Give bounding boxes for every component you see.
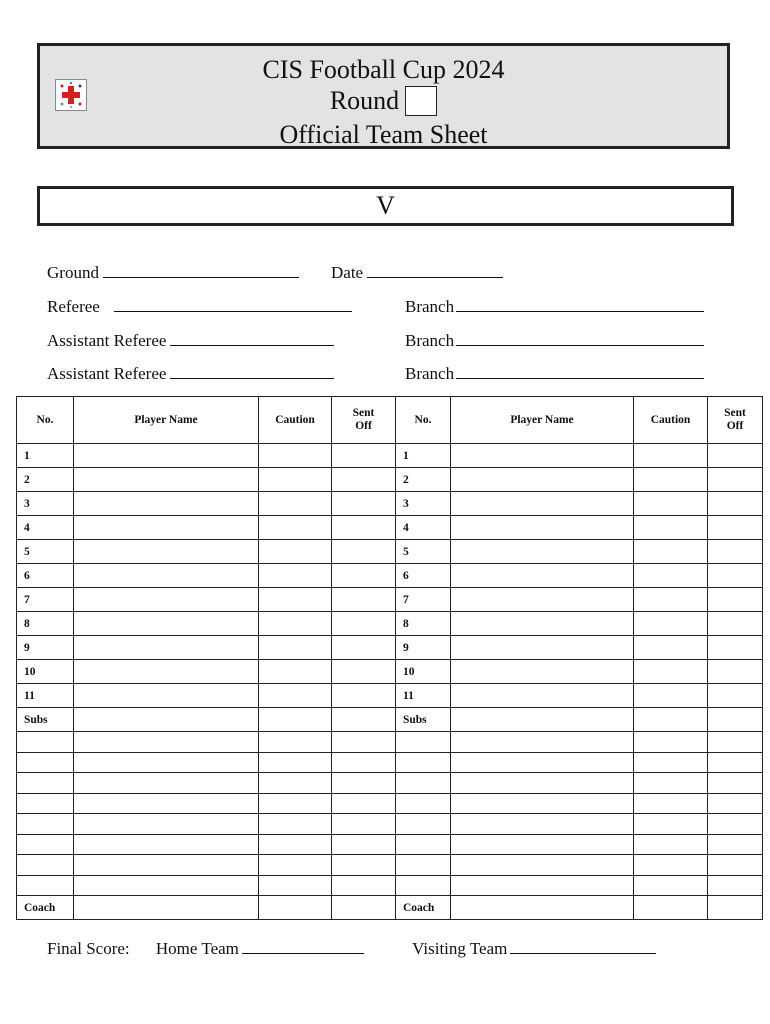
player-name-cell[interactable] [74,834,259,855]
table-row [17,468,763,492]
player-number: 6 [17,564,74,588]
player-name-cell[interactable] [74,732,259,753]
sub-number-cell [396,855,451,876]
versus-label: V [376,191,395,220]
player-number: 3 [17,492,74,516]
sent-off-cell[interactable] [332,793,396,814]
visiting-score-field[interactable] [510,940,656,954]
player-name-cell[interactable] [74,855,259,876]
sent-off-cell[interactable] [708,588,763,612]
sent-off-cell[interactable] [332,834,396,855]
caution-cell[interactable] [634,684,708,708]
sent-off-cell[interactable] [708,516,763,540]
sent-off-cell[interactable] [708,896,763,920]
referee-field[interactable] [47,297,352,317]
player-name-cell[interactable] [451,564,634,588]
player-name-cell[interactable] [74,875,259,896]
branch-label: Branch [405,297,455,316]
assistant-referee-field-1[interactable] [47,331,334,351]
caution-cell[interactable] [634,855,708,876]
ground-label: Ground [47,263,99,282]
sent-off-cell[interactable] [332,773,396,794]
table-row [17,814,763,835]
sub-number-cell [396,814,451,835]
caution-cell[interactable] [634,834,708,855]
player-number: 3 [396,492,451,516]
table-row [17,492,763,516]
header-sent-off: Sent Off [332,397,396,444]
header-caution: Caution [634,397,708,444]
caution-cell[interactable] [259,773,332,794]
sub-number-cell [396,752,451,773]
player-name-cell[interactable] [74,444,259,468]
sent-off-cell[interactable] [332,564,396,588]
player-name-cell[interactable] [74,684,259,708]
sub-number-cell [17,752,74,773]
caution-cell[interactable] [259,444,332,468]
player-name-cell[interactable] [451,732,634,753]
sent-off-cell[interactable] [708,814,763,835]
sub-number-cell [17,732,74,753]
caution-cell[interactable] [259,564,332,588]
header-no: No. [396,397,451,444]
sent-off-cell[interactable] [332,612,396,636]
sent-off-cell[interactable] [332,444,396,468]
player-name-cell[interactable] [451,468,634,492]
caution-cell[interactable] [259,793,332,814]
table-row [17,636,763,660]
player-name-cell[interactable] [74,814,259,835]
table-row [17,516,763,540]
round-label: Round [329,86,400,115]
player-name-cell[interactable] [451,875,634,896]
branch-field-2[interactable] [405,331,704,351]
table-row [17,896,763,920]
player-number: 7 [396,588,451,612]
caution-cell[interactable] [634,636,708,660]
player-name-cell[interactable] [74,752,259,773]
player-name-cell[interactable] [451,444,634,468]
teams-versus-box[interactable] [37,186,734,226]
final-score-row [47,939,656,959]
sent-off-cell[interactable] [332,636,396,660]
sub-number-cell [17,773,74,794]
caution-cell[interactable] [634,444,708,468]
home-team-label: Home Team [155,939,239,958]
sent-off-cell[interactable] [332,660,396,684]
player-name-cell[interactable] [74,773,259,794]
table-row [17,732,763,753]
player-number: 1 [17,444,74,468]
player-name-cell[interactable] [451,612,634,636]
sent-off-cell[interactable] [332,875,396,896]
sent-off-cell[interactable] [708,492,763,516]
player-number: 4 [17,516,74,540]
caution-cell[interactable] [634,516,708,540]
player-name-cell[interactable] [74,588,259,612]
player-name-cell[interactable] [74,612,259,636]
player-name-cell[interactable] [451,660,634,684]
player-number: 5 [17,540,74,564]
table-row [17,793,763,814]
player-number: 10 [17,660,74,684]
visiting-team-label: Visiting Team [412,939,508,958]
player-name-cell[interactable] [451,896,634,920]
caution-cell[interactable] [634,468,708,492]
sent-off-cell[interactable] [332,896,396,920]
caution-cell[interactable] [259,588,332,612]
caution-cell[interactable] [634,660,708,684]
sent-off-cell[interactable] [332,588,396,612]
caution-cell[interactable] [259,516,332,540]
player-name-cell[interactable] [74,492,259,516]
subs-label: Subs [396,708,451,732]
caution-cell[interactable] [634,708,708,732]
player-number: 6 [396,564,451,588]
sent-off-cell[interactable] [708,793,763,814]
sent-off-cell[interactable] [708,773,763,794]
player-name-cell[interactable] [451,492,634,516]
sub-number-cell [17,875,74,896]
sent-off-cell[interactable] [332,540,396,564]
sent-off-cell[interactable] [708,834,763,855]
player-number: 8 [396,612,451,636]
sub-number-cell [396,773,451,794]
caution-cell[interactable] [259,660,332,684]
caution-cell[interactable] [634,564,708,588]
sub-number-cell [396,732,451,753]
sent-off-cell[interactable] [332,855,396,876]
coach-label: Coach [17,896,74,920]
sub-number-cell [17,834,74,855]
branch-field-1[interactable] [405,297,704,317]
caution-cell[interactable] [259,875,332,896]
branch-field-3[interactable] [405,364,704,384]
caution-cell[interactable] [634,732,708,753]
player-number: 8 [17,612,74,636]
caution-cell[interactable] [259,492,332,516]
sent-off-cell[interactable] [708,468,763,492]
header-sent-off: Sent Off [708,397,763,444]
round-row [40,84,727,118]
sent-off-cell[interactable] [332,468,396,492]
coach-label: Coach [396,896,451,920]
player-number: 11 [396,684,451,708]
caution-cell[interactable] [634,793,708,814]
sent-off-cell[interactable] [708,855,763,876]
player-name-cell[interactable] [451,516,634,540]
header-player-name: Player Name [451,397,634,444]
player-name-cell[interactable] [451,636,634,660]
sent-off-cell[interactable] [332,708,396,732]
header-player-name: Player Name [74,397,259,444]
player-number: 2 [17,468,74,492]
player-name-cell[interactable] [74,896,259,920]
player-name-cell[interactable] [74,516,259,540]
sent-off-cell[interactable] [708,660,763,684]
assistant-referee-label: Assistant Referee [47,331,167,350]
caution-cell[interactable] [259,752,332,773]
caution-cell[interactable] [259,855,332,876]
player-name-cell[interactable] [451,708,634,732]
sub-number-cell [396,793,451,814]
sub-number-cell [396,834,451,855]
caution-cell[interactable] [259,612,332,636]
sent-off-cell[interactable] [708,708,763,732]
player-name-cell[interactable] [74,636,259,660]
player-name-cell[interactable] [451,834,634,855]
table-row [17,444,763,468]
subs-label: Subs [17,708,74,732]
assistant-referee-field-2[interactable] [47,364,334,384]
sent-off-cell[interactable] [708,875,763,896]
sent-off-cell[interactable] [332,492,396,516]
round-input-box[interactable] [405,86,437,116]
sent-off-cell[interactable] [332,814,396,835]
player-number: 9 [396,636,451,660]
table-row [17,773,763,794]
sent-off-cell[interactable] [708,612,763,636]
table-row [17,834,763,855]
branch-label: Branch [405,364,455,383]
caution-cell[interactable] [634,875,708,896]
player-name-cell[interactable] [451,793,634,814]
sent-off-cell[interactable] [332,732,396,753]
sub-number-cell [396,875,451,896]
table-header-row [17,397,763,444]
competition-title: CIS Football Cup 2024 [262,55,505,84]
sent-off-cell[interactable] [708,752,763,773]
player-name-cell[interactable] [451,773,634,794]
final-score-label: Final Score: [47,939,130,958]
player-number: 5 [396,540,451,564]
header-caution: Caution [259,397,332,444]
table-row [17,684,763,708]
caution-cell[interactable] [634,752,708,773]
sent-off-cell[interactable] [708,732,763,753]
player-name-cell[interactable] [451,855,634,876]
caution-cell[interactable] [259,896,332,920]
table-row [17,588,763,612]
sub-number-cell [17,814,74,835]
sent-off-cell[interactable] [708,564,763,588]
sent-off-cell[interactable] [708,684,763,708]
sent-off-cell[interactable] [332,516,396,540]
caution-cell[interactable] [634,814,708,835]
caution-cell[interactable] [259,708,332,732]
sent-off-cell[interactable] [332,684,396,708]
sent-off-cell[interactable] [708,540,763,564]
caution-cell[interactable] [634,540,708,564]
home-score-field[interactable] [242,940,364,954]
caution-cell[interactable] [259,540,332,564]
player-name-cell[interactable] [451,588,634,612]
assistant-referee-label: Assistant Referee [47,364,167,383]
table-row [17,612,763,636]
player-name-cell[interactable] [74,793,259,814]
table-row [17,752,763,773]
caution-cell[interactable] [259,636,332,660]
player-name-cell[interactable] [74,540,259,564]
date-field[interactable] [331,263,503,283]
table-row [17,540,763,564]
player-name-cell[interactable] [74,660,259,684]
caution-cell[interactable] [259,834,332,855]
caution-cell[interactable] [634,773,708,794]
sent-off-cell[interactable] [708,636,763,660]
player-number: 1 [396,444,451,468]
caution-cell[interactable] [634,588,708,612]
referee-label: Referee [47,297,100,316]
caution-cell[interactable] [634,492,708,516]
caution-cell[interactable] [259,468,332,492]
sent-off-cell[interactable] [708,444,763,468]
caution-cell[interactable] [259,684,332,708]
ground-field[interactable] [47,263,299,283]
player-name-cell[interactable] [74,708,259,732]
date-label: Date [331,263,364,282]
header-box [37,43,730,149]
player-number: 9 [17,636,74,660]
table-row [17,875,763,896]
caution-cell[interactable] [634,896,708,920]
caution-cell[interactable] [634,612,708,636]
player-name-cell[interactable] [74,564,259,588]
player-number: 10 [396,660,451,684]
player-name-cell[interactable] [451,540,634,564]
header-no: No. [17,397,74,444]
team-sheet-table [16,396,763,920]
table-row [17,708,763,732]
sent-off-cell[interactable] [332,752,396,773]
caution-cell[interactable] [259,732,332,753]
player-number: 7 [17,588,74,612]
player-name-cell[interactable] [451,752,634,773]
player-name-cell[interactable] [451,814,634,835]
table-row [17,660,763,684]
player-number: 4 [396,516,451,540]
sheet-subtitle: Official Team Sheet [279,120,488,149]
table-row [17,564,763,588]
player-name-cell[interactable] [74,468,259,492]
branch-label: Branch [405,331,455,350]
player-name-cell[interactable] [451,684,634,708]
caution-cell[interactable] [259,814,332,835]
sub-number-cell [17,793,74,814]
player-number: 2 [396,468,451,492]
player-number: 11 [17,684,74,708]
table-row [17,855,763,876]
sub-number-cell [17,855,74,876]
